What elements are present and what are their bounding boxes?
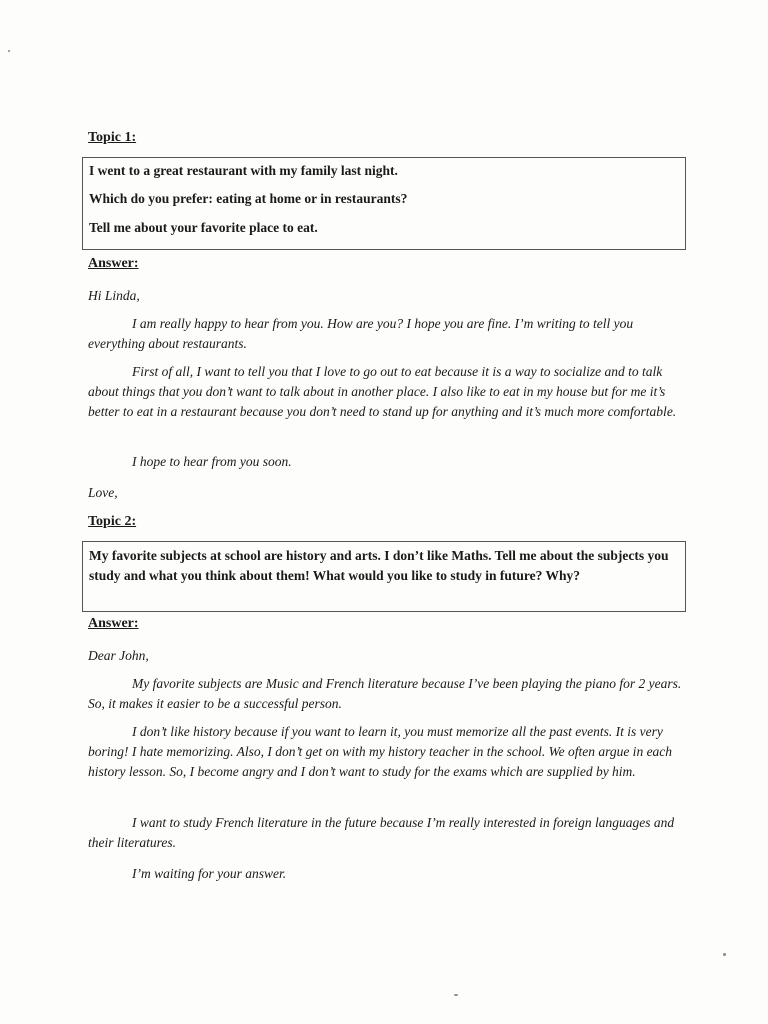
topic-1-closing: Love,: [88, 485, 118, 500]
topic-2-prompt-box: [82, 541, 686, 612]
topic-2-heading: Topic 2:: [88, 514, 137, 529]
topic-1-prompt-line: Which do you prefer: eating at home or in restaurants?: [89, 191, 408, 206]
topic-2-paragraph: I want to study French literature in the future because I’m really interested in foreign languages and their literatures.: [88, 815, 675, 850]
scan-speck: [454, 994, 458, 996]
topic-2-greeting: Dear John,: [88, 648, 149, 663]
topic-1-greeting: Hi Linda,: [88, 288, 140, 303]
scan-speck: [723, 953, 726, 956]
topic-1-prompt-line: I went to a great restaurant with my family last night.: [89, 163, 398, 178]
topic-1-paragraph: First of all, I want to tell you that I love to go out to eat because it is a way to socialize and to talk about things that you don’t want to talk about in another place. I also like to eat in my house but for me it’s better to eat in a restaurant because you don’t need to stand up for anything and it’s much more comfortable.: [88, 364, 677, 419]
topic-2-paragraph: My favorite subjects are Music and French literature because I’ve been playing the piano for 2 years. So, it makes it easier to be a successful person.: [88, 676, 682, 711]
topic-2-prompt: My favorite subjects at school are history and arts. I don’t like Maths. Tell me about the subjects you study and what you think about them! What would you like to study in future? Why?: [89, 548, 669, 583]
topic-2-paragraph: I don’t like history because if you want to learn it, you must memorize all the past events. It is very boring! I hate memorizing. Also, I don’t get on with my history teacher in the school. We often argue in each history lesson. So, I become angry and I don’t want to study for the exams which are supplied by him.: [88, 724, 673, 779]
topic-1-heading: Topic 1:: [88, 130, 137, 145]
scan-speck: [8, 50, 10, 52]
topic-1-prompt-box: [82, 157, 686, 250]
topic-2-paragraph: I’m waiting for your answer.: [132, 866, 287, 881]
topic-2-answer-heading: Answer:: [88, 616, 139, 631]
topic-1-answer-heading: Answer:: [88, 256, 139, 271]
topic-1-paragraph: I hope to hear from you soon.: [132, 454, 292, 469]
topic-1-prompt-line: Tell me about your favorite place to eat.: [89, 220, 318, 235]
topic-1-paragraph: I am really happy to hear from you. How are you? I hope you are fine. I’m writing to tell you everything about restaurants.: [88, 316, 634, 351]
